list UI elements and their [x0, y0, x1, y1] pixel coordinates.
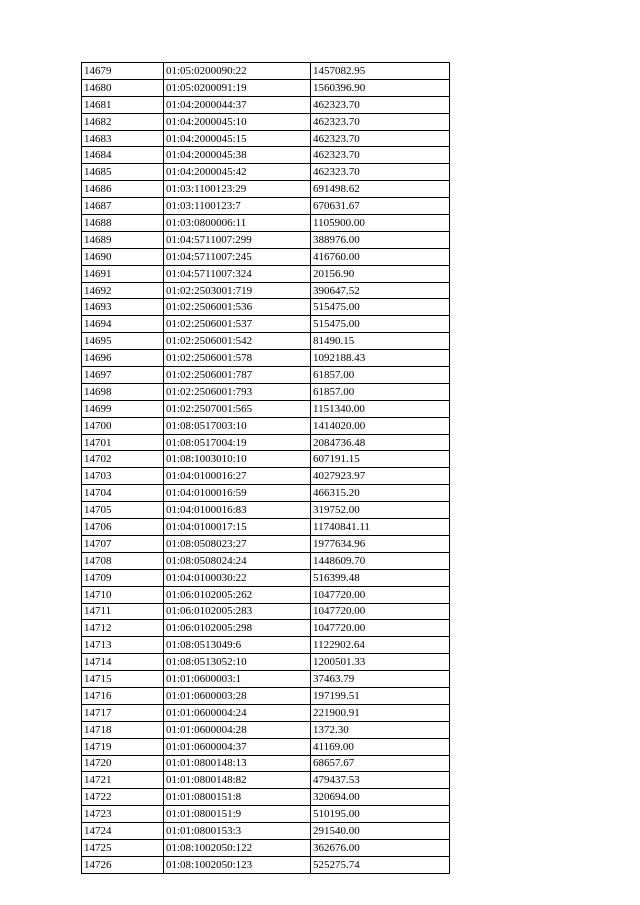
value-cell: 11740841.11: [311, 519, 450, 536]
row-number-cell: 14724: [82, 823, 164, 840]
value-cell: 670631.67: [311, 198, 450, 215]
row-number-cell: 14698: [82, 383, 164, 400]
cadastral-number-cell: 01:02:2503001:719: [164, 282, 311, 299]
row-number-cell: 14701: [82, 434, 164, 451]
value-cell: 390647.52: [311, 282, 450, 299]
row-number-cell: 14697: [82, 367, 164, 384]
table-row: [82, 637, 450, 654]
value-cell: 525275.74: [311, 856, 450, 873]
value-cell: 516399.48: [311, 569, 450, 586]
row-number-cell: 14722: [82, 789, 164, 806]
table-row: [82, 535, 450, 552]
value-cell: 479437.53: [311, 772, 450, 789]
table-row: [82, 215, 450, 232]
cadastral-number-cell: 01:02:2506001:542: [164, 333, 311, 350]
value-cell: 1457082.95: [311, 63, 450, 80]
cadastral-value-table: [81, 62, 450, 874]
cadastral-number-cell: 01:08:0517003:10: [164, 417, 311, 434]
table-row: [82, 367, 450, 384]
value-cell: 362676.00: [311, 839, 450, 856]
cadastral-number-cell: 01:04:0100017:15: [164, 519, 311, 536]
table-row: [82, 738, 450, 755]
value-cell: 291540.00: [311, 823, 450, 840]
table-row: [82, 789, 450, 806]
row-number-cell: 14684: [82, 147, 164, 164]
value-cell: 41169.00: [311, 738, 450, 755]
cadastral-number-cell: 01:08:1002050:123: [164, 856, 311, 873]
value-cell: 1414020.00: [311, 417, 450, 434]
value-cell: 1105900.00: [311, 215, 450, 232]
value-cell: 515475.00: [311, 299, 450, 316]
row-number-cell: 14699: [82, 400, 164, 417]
table-row: [82, 350, 450, 367]
row-number-cell: 14693: [82, 299, 164, 316]
cadastral-number-cell: 01:04:2000045:42: [164, 164, 311, 181]
value-cell: 1151340.00: [311, 400, 450, 417]
row-number-cell: 14692: [82, 282, 164, 299]
value-cell: 1047720.00: [311, 620, 450, 637]
value-cell: 61857.00: [311, 383, 450, 400]
row-number-cell: 14714: [82, 654, 164, 671]
cadastral-number-cell: 01:02:2506001:578: [164, 350, 311, 367]
row-number-cell: 14713: [82, 637, 164, 654]
cadastral-number-cell: 01:08:1003010:10: [164, 451, 311, 468]
cadastral-number-cell: 01:08:0517004:19: [164, 434, 311, 451]
value-cell: 1200501.33: [311, 654, 450, 671]
cadastral-number-cell: 01:02:2506001:537: [164, 316, 311, 333]
table-row: [82, 687, 450, 704]
cadastral-number-cell: 01:08:1002050:122: [164, 839, 311, 856]
cadastral-number-cell: 01:03:1100123:29: [164, 181, 311, 198]
cadastral-number-cell: 01:01:0600004:37: [164, 738, 311, 755]
table-row: [82, 130, 450, 147]
row-number-cell: 14719: [82, 738, 164, 755]
table-row: [82, 265, 450, 282]
row-number-cell: 14688: [82, 215, 164, 232]
cadastral-number-cell: 01:04:5711007:245: [164, 248, 311, 265]
value-cell: 691498.62: [311, 181, 450, 198]
row-number-cell: 14679: [82, 63, 164, 80]
table-row: [82, 164, 450, 181]
value-cell: 319752.00: [311, 502, 450, 519]
value-cell: 462323.70: [311, 96, 450, 113]
cadastral-number-cell: 01:04:5711007:324: [164, 265, 311, 282]
table-row: [82, 755, 450, 772]
row-number-cell: 14709: [82, 569, 164, 586]
row-number-cell: 14710: [82, 586, 164, 603]
table-row: [82, 603, 450, 620]
row-number-cell: 14696: [82, 350, 164, 367]
row-number-cell: 14726: [82, 856, 164, 873]
table-row: [82, 586, 450, 603]
cadastral-number-cell: 01:04:2000045:38: [164, 147, 311, 164]
row-number-cell: 14725: [82, 839, 164, 856]
value-cell: 510195.00: [311, 806, 450, 823]
value-cell: 37463.79: [311, 671, 450, 688]
table-row: [82, 383, 450, 400]
value-cell: 462323.70: [311, 164, 450, 181]
cadastral-number-cell: 01:01:0600003:1: [164, 671, 311, 688]
row-number-cell: 14718: [82, 721, 164, 738]
row-number-cell: 14690: [82, 248, 164, 265]
table-row: [82, 113, 450, 130]
row-number-cell: 14695: [82, 333, 164, 350]
value-cell: 388976.00: [311, 231, 450, 248]
table-row: [82, 400, 450, 417]
row-number-cell: 14686: [82, 181, 164, 198]
value-cell: 462323.70: [311, 130, 450, 147]
cadastral-number-cell: 01:04:2000045:10: [164, 113, 311, 130]
cadastral-number-cell: 01:03:1100123:7: [164, 198, 311, 215]
row-number-cell: 14689: [82, 231, 164, 248]
table-row: [82, 823, 450, 840]
row-number-cell: 14721: [82, 772, 164, 789]
value-cell: 416760.00: [311, 248, 450, 265]
value-cell: 2084736.48: [311, 434, 450, 451]
cadastral-number-cell: 01:02:2506001:787: [164, 367, 311, 384]
value-cell: 20156.90: [311, 265, 450, 282]
row-number-cell: 14712: [82, 620, 164, 637]
value-cell: 1977634.96: [311, 535, 450, 552]
table-row: [82, 333, 450, 350]
value-cell: 68657.67: [311, 755, 450, 772]
cadastral-number-cell: 01:05:0200090:22: [164, 63, 311, 80]
row-number-cell: 14702: [82, 451, 164, 468]
cadastral-number-cell: 01:01:0800148:13: [164, 755, 311, 772]
row-number-cell: 14683: [82, 130, 164, 147]
row-number-cell: 14703: [82, 468, 164, 485]
row-number-cell: 14711: [82, 603, 164, 620]
table-row: [82, 282, 450, 299]
row-number-cell: 14687: [82, 198, 164, 215]
table-row: [82, 63, 450, 80]
value-cell: 197199.51: [311, 687, 450, 704]
cadastral-number-cell: 01:04:0100016:27: [164, 468, 311, 485]
table-row: [82, 96, 450, 113]
table-row: [82, 417, 450, 434]
cadastral-number-cell: 01:06:0102005:283: [164, 603, 311, 620]
cadastral-number-cell: 01:01:0800153:3: [164, 823, 311, 840]
table-row: [82, 299, 450, 316]
table-row: [82, 79, 450, 96]
value-cell: 607191.15: [311, 451, 450, 468]
cadastral-number-cell: 01:01:0800148:82: [164, 772, 311, 789]
row-number-cell: 14681: [82, 96, 164, 113]
value-cell: 221900.91: [311, 704, 450, 721]
table-row: [82, 316, 450, 333]
row-number-cell: 14720: [82, 755, 164, 772]
table-row: [82, 198, 450, 215]
value-cell: 4027923.97: [311, 468, 450, 485]
value-cell: 466315.20: [311, 485, 450, 502]
cadastral-number-cell: 01:02:2506001:536: [164, 299, 311, 316]
row-number-cell: 14717: [82, 704, 164, 721]
value-cell: 462323.70: [311, 113, 450, 130]
cadastral-number-cell: 01:04:2000045:15: [164, 130, 311, 147]
row-number-cell: 14716: [82, 687, 164, 704]
value-cell: 515475.00: [311, 316, 450, 333]
row-number-cell: 14706: [82, 519, 164, 536]
table-row: [82, 654, 450, 671]
value-cell: 1448609.70: [311, 552, 450, 569]
value-cell: 462323.70: [311, 147, 450, 164]
cadastral-number-cell: 01:05:0200091:19: [164, 79, 311, 96]
table-row: [82, 620, 450, 637]
table-row: [82, 806, 450, 823]
table-row: [82, 181, 450, 198]
value-cell: 320694.00: [311, 789, 450, 806]
cadastral-number-cell: 01:08:0508024:24: [164, 552, 311, 569]
table-row: [82, 569, 450, 586]
row-number-cell: 14682: [82, 113, 164, 130]
row-number-cell: 14685: [82, 164, 164, 181]
table-row: [82, 434, 450, 451]
table-body: [82, 63, 450, 874]
row-number-cell: 14715: [82, 671, 164, 688]
cadastral-number-cell: 01:08:0513049:6: [164, 637, 311, 654]
table-row: [82, 519, 450, 536]
table-row: [82, 502, 450, 519]
table-row: [82, 147, 450, 164]
cadastral-number-cell: 01:01:0600004:24: [164, 704, 311, 721]
table-row: [82, 839, 450, 856]
cadastral-number-cell: 01:06:0102005:262: [164, 586, 311, 603]
row-number-cell: 14694: [82, 316, 164, 333]
cadastral-number-cell: 01:04:2000044:37: [164, 96, 311, 113]
value-cell: 61857.00: [311, 367, 450, 384]
row-number-cell: 14705: [82, 502, 164, 519]
cadastral-number-cell: 01:04:0100016:83: [164, 502, 311, 519]
cadastral-number-cell: 01:01:0800151:8: [164, 789, 311, 806]
table-row: [82, 704, 450, 721]
table-row: [82, 552, 450, 569]
table-row: [82, 772, 450, 789]
cadastral-number-cell: 01:03:0800006:11: [164, 215, 311, 232]
row-number-cell: 14691: [82, 265, 164, 282]
value-cell: 1047720.00: [311, 603, 450, 620]
cadastral-number-cell: 01:08:0508023:27: [164, 535, 311, 552]
cadastral-number-cell: 01:08:0513052:10: [164, 654, 311, 671]
table-row: [82, 485, 450, 502]
cadastral-number-cell: 01:01:0600004:28: [164, 721, 311, 738]
value-cell: 1372.30: [311, 721, 450, 738]
row-number-cell: 14704: [82, 485, 164, 502]
cadastral-number-cell: 01:02:2506001:793: [164, 383, 311, 400]
value-cell: 81490.15: [311, 333, 450, 350]
cadastral-number-cell: 01:01:0600003:28: [164, 687, 311, 704]
table-row: [82, 231, 450, 248]
cadastral-number-cell: 01:01:0800151:9: [164, 806, 311, 823]
cadastral-number-cell: 01:06:0102005:298: [164, 620, 311, 637]
row-number-cell: 14723: [82, 806, 164, 823]
value-cell: 1092188.43: [311, 350, 450, 367]
value-cell: 1122902.64: [311, 637, 450, 654]
cadastral-number-cell: 01:04:5711007:299: [164, 231, 311, 248]
table-row: [82, 248, 450, 265]
value-cell: 1560396.90: [311, 79, 450, 96]
row-number-cell: 14700: [82, 417, 164, 434]
cadastral-number-cell: 01:04:0100030:22: [164, 569, 311, 586]
row-number-cell: 14707: [82, 535, 164, 552]
table-row: [82, 856, 450, 873]
table-row: [82, 721, 450, 738]
row-number-cell: 14680: [82, 79, 164, 96]
cadastral-number-cell: 01:04:0100016:59: [164, 485, 311, 502]
row-number-cell: 14708: [82, 552, 164, 569]
table-row: [82, 671, 450, 688]
table-row: [82, 451, 450, 468]
cadastral-number-cell: 01:02:2507001:565: [164, 400, 311, 417]
value-cell: 1047720.00: [311, 586, 450, 603]
table-row: [82, 468, 450, 485]
